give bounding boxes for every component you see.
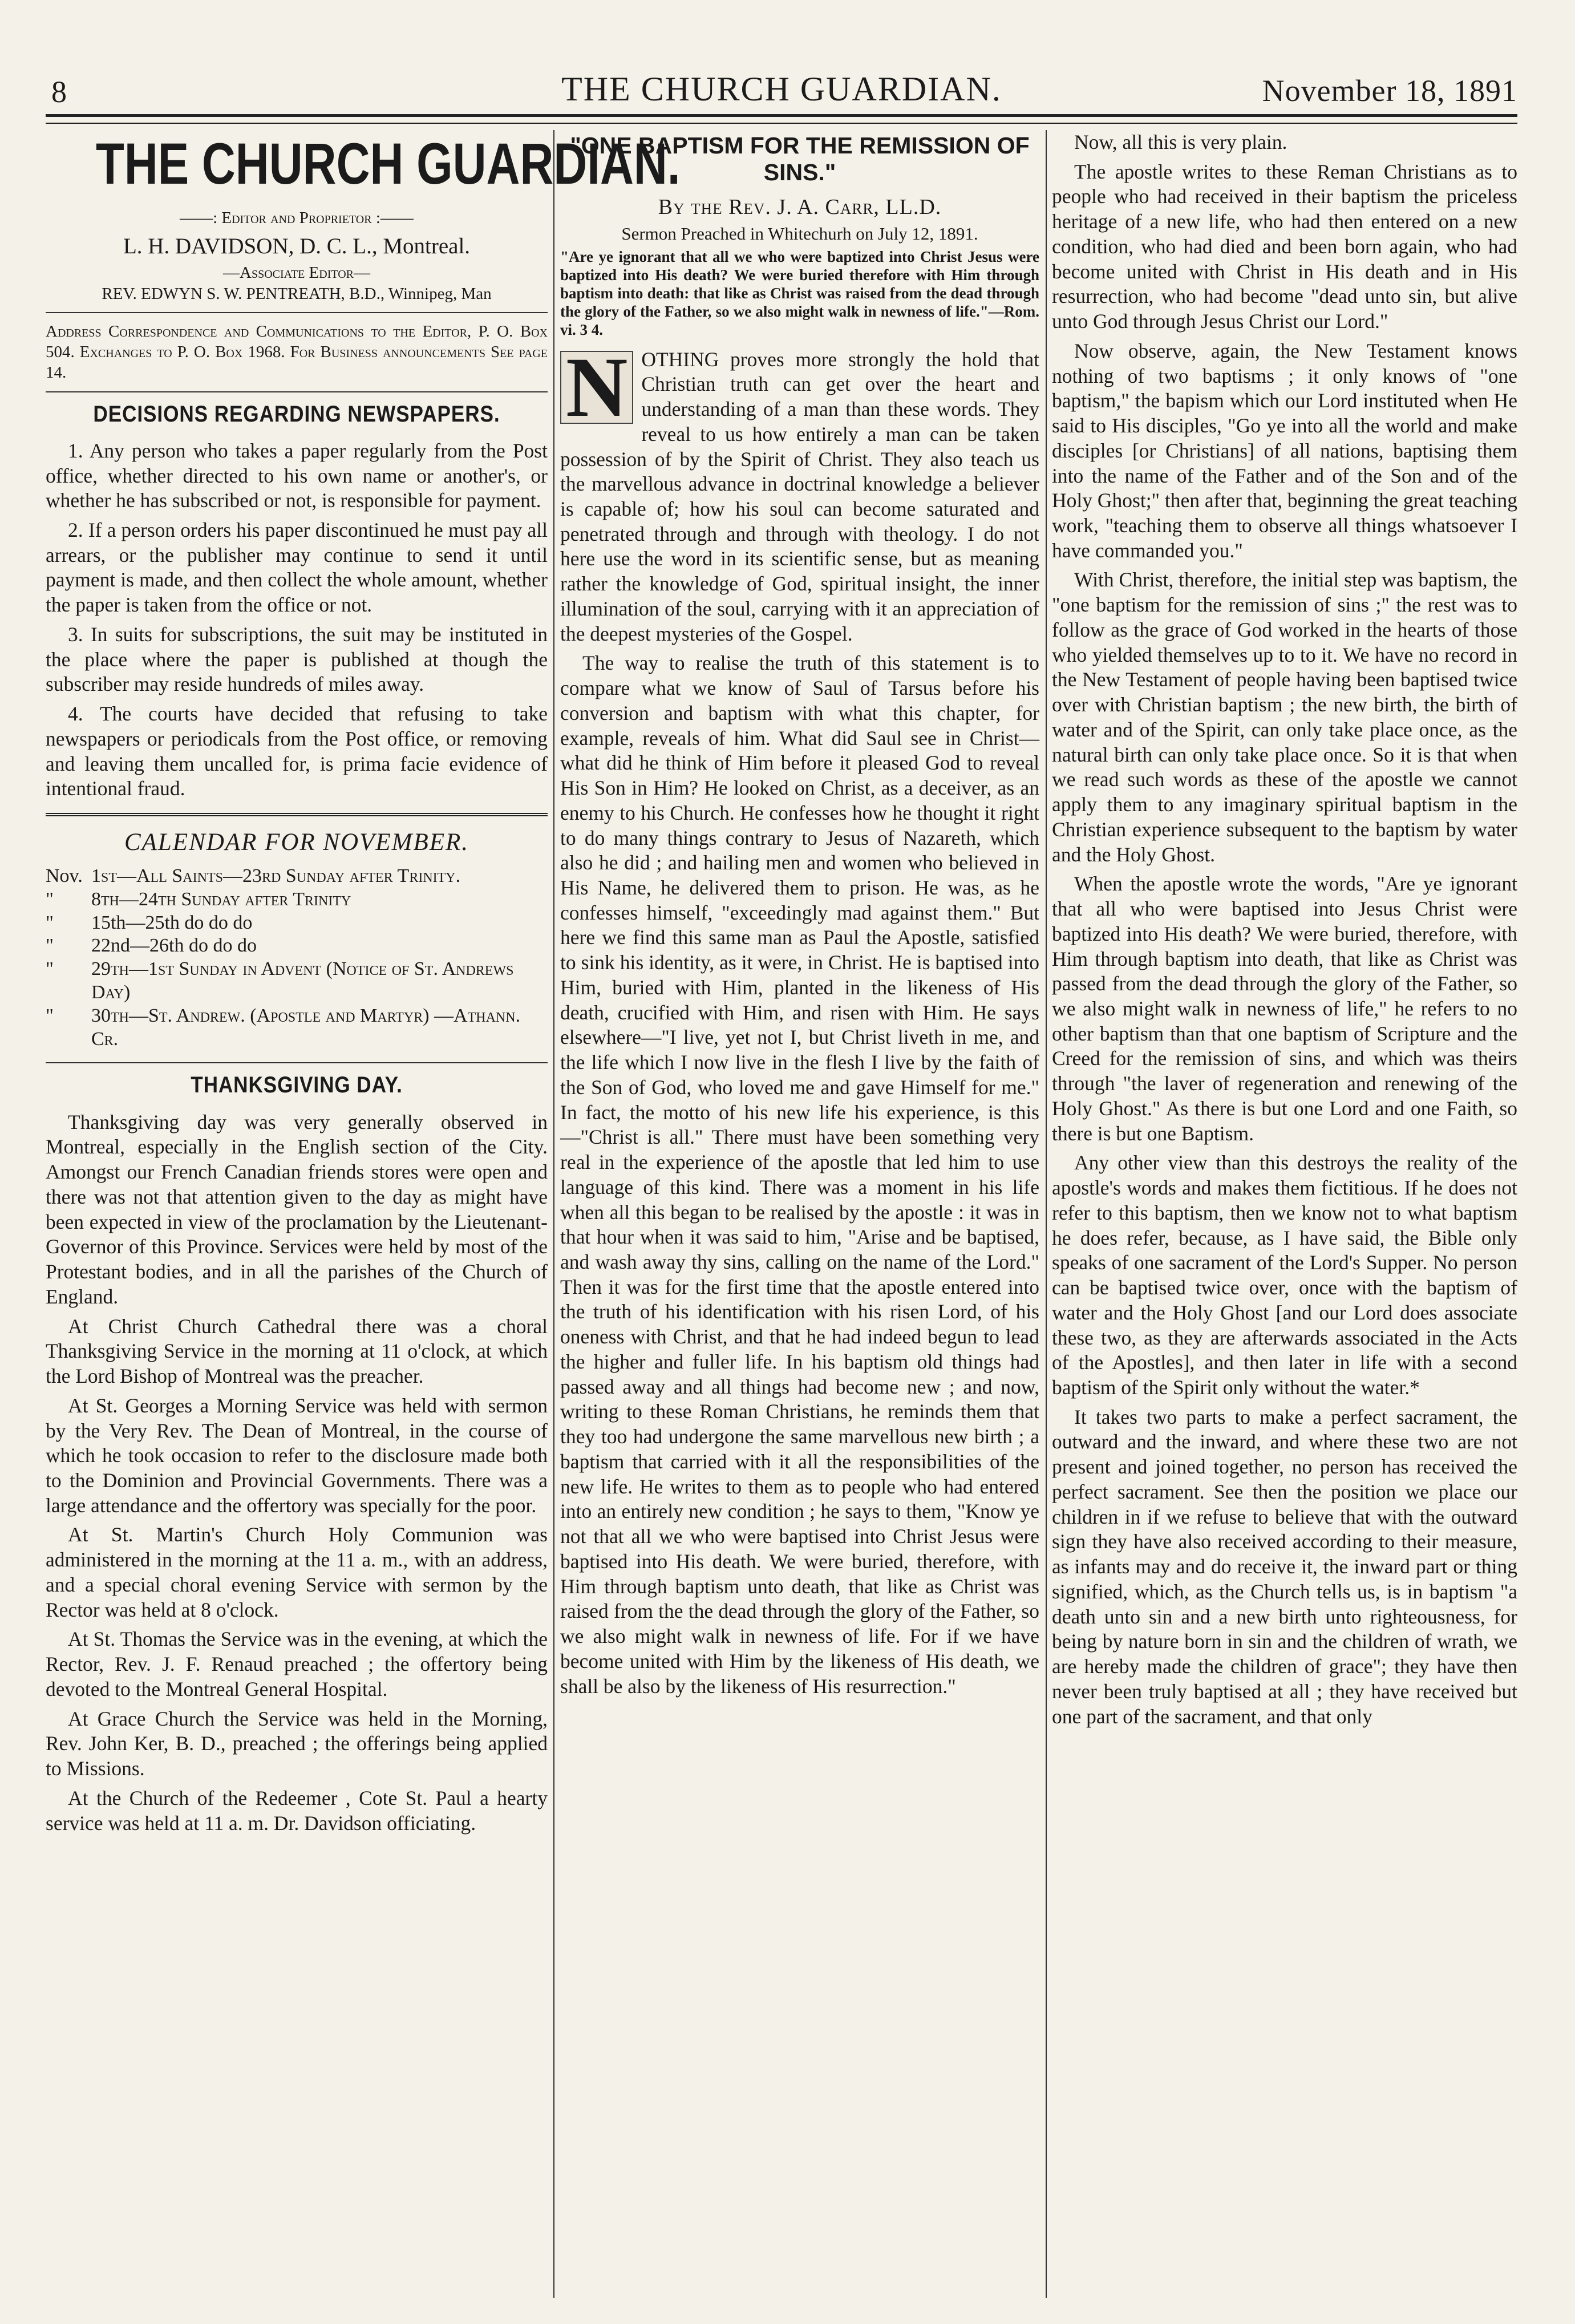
column-right (1052, 130, 1517, 2298)
calendar-month: " (46, 935, 54, 957)
sermon-paragraph: The apostle writes to these Reman Christians as to people who had received in their baptism the priceless heritage of a new life, who had then entered on a new condition, who had died and been born again, who had become united with Christ in His death and in His resurrection, who had become "dead unto sin, but alive unto God through Jesus Christ our Lord." (1052, 160, 1517, 333)
column-divider (1046, 130, 1047, 2298)
associate-name: REV. EDWYN S. W. PENTREATH, B.D., Winnipeg, Man (102, 284, 492, 303)
calendar-text: 22nd—26th do do do (91, 935, 257, 957)
calendar-text: 8th—24th Sunday after Trinity (91, 888, 351, 910)
newspaper-title: THE CHURCH GUARDIAN. (561, 70, 1002, 108)
calendar-entry (46, 934, 548, 958)
thanksgiving-paragraph: At Grace Church the Service was held in the Morning, Rev. John Ker, B. D., preached ; the offerings being applied to Missions. (46, 1707, 548, 1780)
column-left (46, 130, 681, 2298)
drop-cap: N (560, 351, 633, 424)
column-divider (553, 130, 554, 2298)
sermon-paragraph: With Christ, therefore, the initial step was baptism, the "one baptism for the remission of sins ;" the rest was to follow as the grace of God worked in the hearts of those who yielded themselves up to to it. We have no record in the New Testament of people having been baptised twice over with Christian baptism ; the new birth, the birth of water and of the Spirit, can only take place once, as the natural birth can only take place once. So it is that when we read such words as these of the apostle we cannot apply them to any imaginary spiritual baptism in the Christian experience subsequent to the baptism by water and the Holy Ghost. (1052, 568, 1517, 866)
decision-item: 1. Any person who takes a paper regularly from the Post office, whether directed to his own name or another's, or whether he has subscribed or not, is responsible for payment. (46, 439, 548, 512)
divider (46, 312, 548, 313)
calendar-heading: CALENDAR FOR NOVEMBER. (124, 829, 469, 856)
sermon-paragraph: Now observe, again, the New Testament knows nothing of two baptisms ; it only knows of "one baptism," the bapism which our Lord instituted when He said to His disciples, "Go ye into all the world and make disciples [or Christians] of all nations, baptising them into the name of the Father and of the Son and of the Holy Ghost;" then after that, beginning the great teaching work, "teaching them to observe all things whatsoever I have commanded you." (1052, 339, 1517, 562)
thanksgiving-paragraph: Thanksgiving day was very generally observed in Montreal, especially in the English section of the City. Amongst our French Canadian friends stores were open and there was not that attention given to the day as might have been expected in view of the proclamation by the Lieutenant-Governor of this Province. Services were held by most of the Protestant bodies, and in all the parishes of the Church of England. (46, 1110, 548, 1308)
thanksgiving-paragraph: At St. Martin's Church Holy Communion was administered in the morning at the 11 a. m., with an address, and a special choral evening Service with sermon by the Rector was held at 8 o'clock. (46, 1523, 548, 1621)
decision-item: 2. If a person orders his paper discontinued he must pay all arrears, or the publisher may continue to send it until payment is made, and then collect the whole amount, whether the paper is taken from the office or not. (46, 519, 548, 617)
sermon-paragraph: It takes two parts to make a perfect sacrament, the outward and the inward, and where these two are not present and joined together, no person has received the perfect sacrament. See then the position we place our children in if we refuse to believe that with the outward sign they have also received according to their measure, as infants may and do receive it, the inward part or thing signified, which, as the Church tells us, is in baptism "a death unto sin and a new birth unto righteousness, for being by nature born in sin and the children of wrath, we are hereby made the children of grace"; they have then never been truly baptised at all ; they have received but one part of the sacrament, and that only (1052, 1405, 1517, 1728)
calendar-entry (46, 912, 548, 935)
calendar-month: Nov. (46, 865, 83, 887)
decisions-heading: DECISIONS REGARDING NEWSPAPERS. (93, 401, 500, 427)
calendar-list (46, 865, 548, 1051)
calendar-entry (46, 1005, 548, 1051)
masthead: THE CHURCH GUARDIAN. (96, 131, 681, 196)
sermon-paragraph: The way to realise the truth of this statement is to compare what we know of Saul of Tarsus before his conversion and baptism with what this chapter, for example, reveals of him. What did Saul see in Christ—what did he think of Him before it pleased God to reveal His Son in Him? He looked on Christ, as a deceiver, as an enemy to his Church. He confesses how he thought it right to do many things contrary to Jesus of Nazareth, which also he did ; and hailing men and women who believed in His Name, he delivered them to prison. He was, as he confesses himself, "exceedingly mad against them." But here we find this same man as Paul the Apostle, satisfied to sink his identity, as it were, in Christ. He is baptised into Him, buried with Him, planted in the likeness of His death, crucified with Him, and risen with Him. He says elsewhere—"I live, yet not I, but Christ liveth in me, and the life which I now live in the flesh I live by the faith of the Son of God, who loved me and gave Himself for me." In fact, the motto of his new life his experience, is this—"Christ is all." There must have been something very real in the experience of the apostle that led him to use language of this kind. There was a moment in his life when all this began to be realised by the apostle : it was in that hour when it was said to him, "Arise and be baptised, and wash away thy sins, calling on the name of the Lord." Then it was for the first time that the apostle entered into the truth of his identification with his risen Lord, of his oneness with Christ, and that he had indeed begun to lead the higher and fuller life. In his baptism old things had passed away and all things had become new ; and now, writing to these Roman Christians, he reminds them that they too had undergone the same marvellous new birth ; a baptism that carried with it all the responsibilities of the new life. He writes to them as to people who had entered into an entirely new condition ; he says to them, "Know ye not that all we who were baptised into Christ Jesus were baptised into His death. We were buried, therefore, with Him through baptism unto death, that like as Christ was raised from the the dead through the glory of the Father, so we also might walk in newness of life. For if we have become united with Him by the likeness of His death, we shall be also by the likeness of His resurrection." (560, 651, 1039, 1698)
column-middle (560, 130, 1039, 2298)
calendar-month: " (46, 958, 54, 980)
associate-label: —Associate Editor— (223, 264, 370, 282)
calendar-text: 29th—1st Sunday in Advent (Notice of St. Andrews Day) (91, 958, 514, 1003)
thanksgiving-paragraph: At the Church of the Redeemer , Cote St. Paul a hearty service was held at 11 a. m. Dr. Davidson officiating. (46, 1786, 548, 1835)
sermon-title: "ONE BAPTISM FOR THE REMISSION OF SINS." (570, 132, 1030, 186)
first-paragraph-text: OTHING proves more strongly the hold that Christian truth can get over the heart and understanding of a man than these words. They reveal to us how entirely a man can be taken possession of by the Spirit of Christ. They also teach us the marvellous advance in doctrinal knowledge a believer is capable of; how his soul can become saturated and penetrated through and through with theology. I do not here use the word in its scientific sense, but as meaning rather the knowledge of God, spiritual insight, the inner illumination of the soul, carrying with it an appreciation of the deepest mysteries of the Gospel. (560, 347, 1039, 645)
calendar-month: " (46, 912, 54, 933)
thanksgiving-paragraph: At Christ Church Cathedral there was a choral Thanksgiving Service in the morning at 11 o'clock, at which the Lord Bishop of Montreal was the preacher. (46, 1314, 548, 1388)
calendar-text: 15th—25th do do do (91, 912, 253, 933)
sermon-first-paragraph (560, 339, 1039, 647)
calendar-entry (46, 865, 548, 888)
sermon-paragraph: Any other view than this destroys the reality of the apostle's words and makes them fictitious. If he does not refer to this baptism, then we know not to what baptism he does refer, because, as I have said, the Bible only speaks of one sacrament of the Lord's Supper. No person can be baptised twice over, once with the baptism of water and the Holy Ghost [and our Lord does associate these two, as they are afterwards associated in the Acts of the Apostles], and then later in life with a second baptism of the Spirit only without the water.* (1052, 1151, 1517, 1399)
sermon-preached: Sermon Preached in Whitechurh on July 12, 1891. (621, 224, 978, 244)
sermon-epigraph: "Are ye ignorant that all we who were baptized into Christ Jesus were baptized into His death? We were buried therefore with Him through baptism into death: that like as Christ was raised from the dead through the glory of the Father, so we also might walk in newness of life."—Rom. vi. 3 4. (560, 248, 1039, 338)
calendar-month: " (46, 888, 54, 910)
decision-item: 3. In suits for subscriptions, the suit may be instituted in the place where the paper is published at though the subscriber may reside hundreds of miles away. (46, 622, 548, 696)
sermon-paragraph: Now, all this is very plain. (1074, 131, 1287, 153)
calendar-entry (46, 958, 548, 1005)
sermon-byline: By the Rev. J. A. Carr, LL.D. (658, 195, 942, 220)
sermon-paragraph: When the apostle wrote the words, "Are ye ignorant that all who were baptised into Jesus Christ were baptized into His death? We were buried, therefore, with Him through baptism into death, that like as Christ was passed from the dead through the glory of the Father, so we also might walk in newness of life," he refers to no other baptism than that one baptism of Scripture and the Creed for the remission of sins, and which was theirs through "the laver of regeneration and renewing of the Holy Ghost." As there is but one Lord and one Faith, so there is but one Baptism. (1052, 872, 1517, 1145)
decision-item: 4. The courts have decided that refusing to take newspapers or periodicals from the Post office, or removing and leaving them uncalled for, is prima facie evidence of intentional fraud. (46, 702, 548, 800)
thanksgiving-paragraph: At St. Georges a Morning Service was held with sermon by the Very Rev. The Dean of Montreal, in the course of which he took occasion to refer to the disclosure made both to the Dominion and Provincial Governments. There was a large attendance and the offertory was specially for the poor. (46, 1394, 548, 1517)
calendar-entry (46, 888, 548, 912)
double-rule (46, 813, 548, 816)
calendar-text: 1st—All Saints—23rd Sunday after Trinity. (91, 865, 461, 887)
divider (46, 1062, 548, 1063)
issue-date: November 18, 1891 (1262, 74, 1517, 108)
page-number: 8 (51, 75, 67, 109)
thanksgiving-heading: THANKSGIVING DAY. (191, 1072, 403, 1098)
calendar-text: 30th—St. Andrew. (Apostle and Martyr) —Athann. Cr. (91, 1005, 521, 1050)
address-notice: Address Correspondence and Communications to the Editor, P. O. Box 504. Exchanges to P. O. Box 1968. For Business announcements See page 14. (46, 322, 548, 382)
editor-label: ——: Editor and Proprietor :—— (180, 209, 414, 227)
editor-name: L. H. DAVIDSON, D. C. L., Montreal. (123, 234, 471, 259)
thanksgiving-paragraph: At St. Thomas the Service was in the evening, at which the Rector, Rev. J. F. Renaud preached ; the offertory being devoted to the Montreal General Hospital. (46, 1627, 548, 1701)
divider (46, 391, 548, 392)
header-rule (46, 114, 1517, 124)
calendar-month: " (46, 1005, 54, 1026)
